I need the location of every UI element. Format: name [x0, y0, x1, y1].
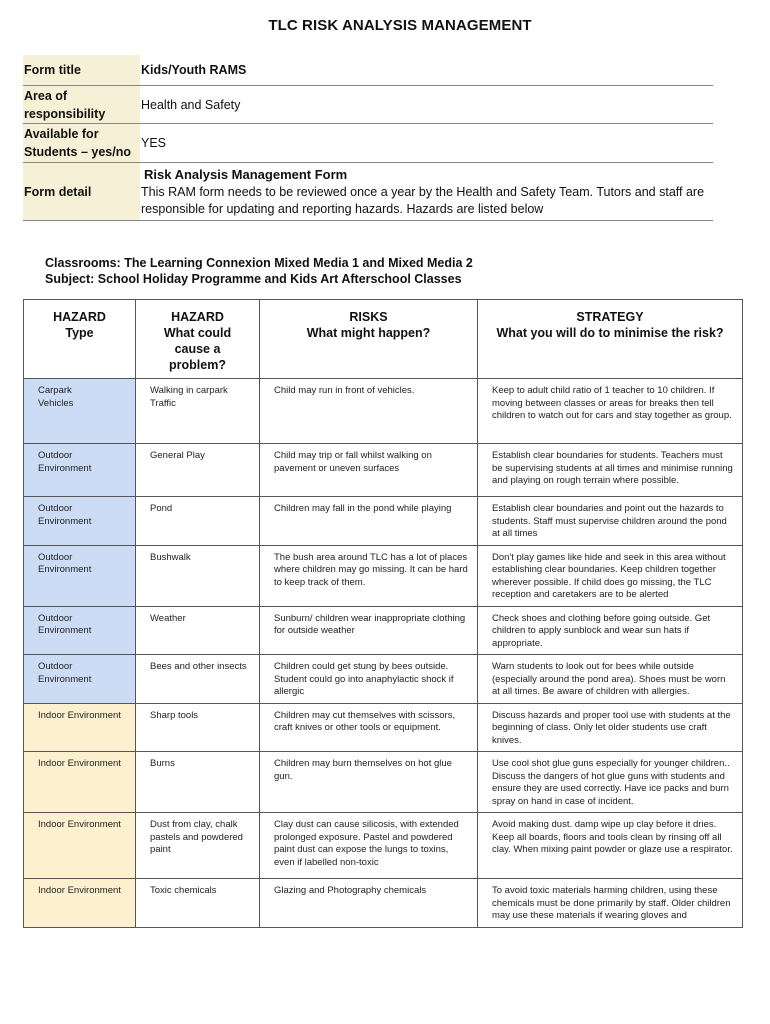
- area-value: Health and Safety: [140, 86, 713, 124]
- hazard-cause-cell: Burns: [136, 752, 260, 813]
- risk-cell: Children could get stung by bees outside. Student could go into anaphylactic shock if allergic: [260, 655, 478, 704]
- hazard-cause-cell: Weather: [136, 606, 260, 655]
- table-row: [24, 606, 743, 655]
- header-hazard-cause-line1: HAZARD: [171, 310, 224, 324]
- hazard-type-cell: Outdoor Environment: [24, 545, 136, 606]
- hazard-cause-cell: Pond: [136, 497, 260, 546]
- header-hazard-cause: [136, 300, 260, 379]
- detail-value: [140, 163, 713, 221]
- form-title-value: Kids/Youth RAMS: [140, 55, 713, 86]
- header-hazard-type: [24, 300, 136, 379]
- available-label: Available for Students – yes/no: [23, 124, 140, 163]
- form-title-row: [23, 55, 713, 86]
- table-row: [24, 444, 743, 497]
- hazard-type-cell: Outdoor Environment: [24, 606, 136, 655]
- hazard-type-cell: Carpark Vehicles: [24, 379, 136, 444]
- classroom-heading: [45, 255, 473, 287]
- header-strategy-line1: STRATEGY: [576, 310, 644, 324]
- risk-cell: Children may cut themselves with scissors, craft knives or other tools or equipment.: [260, 703, 478, 752]
- detail-row: [23, 163, 713, 221]
- table-row: [24, 813, 743, 879]
- risk-cell: Child may trip or fall whilst walking on pavement or uneven surfaces: [260, 444, 478, 497]
- detail-body: This RAM form needs to be reviewed once a year by the Health and Safety Team. Tutors and staff are responsible for updating and reporting hazards. Hazards are listed below: [141, 184, 705, 216]
- hazard-cause-cell: Bees and other insects: [136, 655, 260, 704]
- hazard-cause-cell: Sharp tools: [136, 703, 260, 752]
- strategy-cell: Keep to adult child ratio of 1 teacher to 10 children. If moving between classes or areas for breaks then tell children to watch out for cars and stay together as group.: [478, 379, 743, 444]
- strategy-cell: Warn students to look out for bees while outside (especially around the pond area). Shoes must be worn at all times. Be aware of children with allergies.: [478, 655, 743, 704]
- area-label: Area of responsibility: [23, 86, 140, 124]
- strategy-cell: Establish clear boundaries for students. Teachers must be supervising students at all times and minimise running and playing on rough terrain where possible.: [478, 444, 743, 497]
- hazard-cause-cell: Dust from clay, chalk pastels and powdered paint: [136, 813, 260, 879]
- hazard-table: [23, 299, 743, 928]
- header-hazard-cause-line2: What could cause a problem?: [163, 326, 232, 372]
- form-title-label: Form title: [23, 55, 140, 86]
- strategy-cell: Check shoes and clothing before going outside. Get children to apply sunblock and wear sun hats if appropriate.: [478, 606, 743, 655]
- available-value: YES: [140, 124, 713, 163]
- risk-cell: Children may burn themselves on hot glue gun.: [260, 752, 478, 813]
- header-hazard-type-line2: Type: [65, 326, 94, 340]
- header-risks-line2: What might happen?: [306, 326, 431, 340]
- risk-cell: The bush area around TLC has a lot of places where children may go missing. It can be hard to keep track of them.: [260, 545, 478, 606]
- header-risks: [260, 300, 478, 379]
- table-row: [24, 379, 743, 444]
- hazard-cause-cell: General Play: [136, 444, 260, 497]
- available-row: [23, 124, 713, 163]
- header-strategy: [478, 300, 743, 379]
- table-row: [24, 497, 743, 546]
- strategy-cell: Avoid making dust. damp wipe up clay before it dries. Keep all boards, floors and tools clean by rinsing off all clay. When mixing paint powder or glaze use a respirator.: [478, 813, 743, 879]
- header-strategy-line2: What you will do to minimise the risk?: [496, 326, 724, 340]
- strategy-cell: Discuss hazards and proper tool use with students at the beginning of class. Only let older students use craft knives.: [478, 703, 743, 752]
- risk-cell: Children may fall in the pond while playing: [260, 497, 478, 546]
- strategy-cell: To avoid toxic materials harming children, using these chemicals must be done primarily by staff. Older children may use these materials if wearing gloves and: [478, 879, 743, 928]
- hazard-type-cell: Indoor Environment: [24, 703, 136, 752]
- table-row: [24, 703, 743, 752]
- detail-title: Risk Analysis Management Form: [144, 166, 348, 182]
- hazard-type-cell: Indoor Environment: [24, 813, 136, 879]
- hazard-type-cell: Indoor Environment: [24, 752, 136, 813]
- form-info-table: [23, 55, 713, 221]
- classrooms-line: Classrooms: The Learning Connexion Mixed Media 1 and Mixed Media 2: [45, 256, 473, 270]
- risk-cell: Clay dust can cause silicosis, with extended prolonged exposure. Pastel and powdered paint dust can expose the lungs to toxins, even if labelled non-toxic: [260, 813, 478, 879]
- hazard-type-cell: Indoor Environment: [24, 879, 136, 928]
- hazard-type-cell: Outdoor Environment: [24, 655, 136, 704]
- table-row: [24, 879, 743, 928]
- strategy-cell: Use cool shot glue guns especially for younger children.. Discuss the dangers of hot glue guns with students and ensure they are used correctly. Have ice packs and burn spray on hand in case of incident.: [478, 752, 743, 813]
- strategy-cell: Don't play games like hide and seek in this area without establishing clear boundaries. Keep children together wherever possible. If child does go missing, the TLC reception and caretakers are to be alerted: [478, 545, 743, 606]
- hazard-cause-cell: Toxic chemicals: [136, 879, 260, 928]
- header-risks-line1: RISKS: [349, 310, 388, 324]
- hazard-table-header: [24, 300, 743, 379]
- header-hazard-type-line1: HAZARD: [53, 310, 106, 324]
- hazard-type-cell: Outdoor Environment: [24, 444, 136, 497]
- table-row: [24, 545, 743, 606]
- hazard-cause-cell: Walking in carpark Traffic: [136, 379, 260, 444]
- risk-cell: Child may run in front of vehicles.: [260, 379, 478, 444]
- page-title: TLC RISK ANALYSIS MANAGEMENT: [268, 17, 532, 34]
- risk-cell: Sunburn/ children wear inappropriate clothing for outside weather: [260, 606, 478, 655]
- table-row: [24, 655, 743, 704]
- risk-cell: Glazing and Photography chemicals: [260, 879, 478, 928]
- area-row: [23, 86, 713, 124]
- subject-line: Subject: School Holiday Programme and Kids Art Afterschool Classes: [45, 272, 462, 286]
- table-row: [24, 752, 743, 813]
- strategy-cell: Establish clear boundaries and point out the hazards to students. Staff must supervise children around the pond at all times: [478, 497, 743, 546]
- hazard-cause-cell: Bushwalk: [136, 545, 260, 606]
- hazard-type-cell: Outdoor Environment: [24, 497, 136, 546]
- detail-label: Form detail: [23, 163, 140, 221]
